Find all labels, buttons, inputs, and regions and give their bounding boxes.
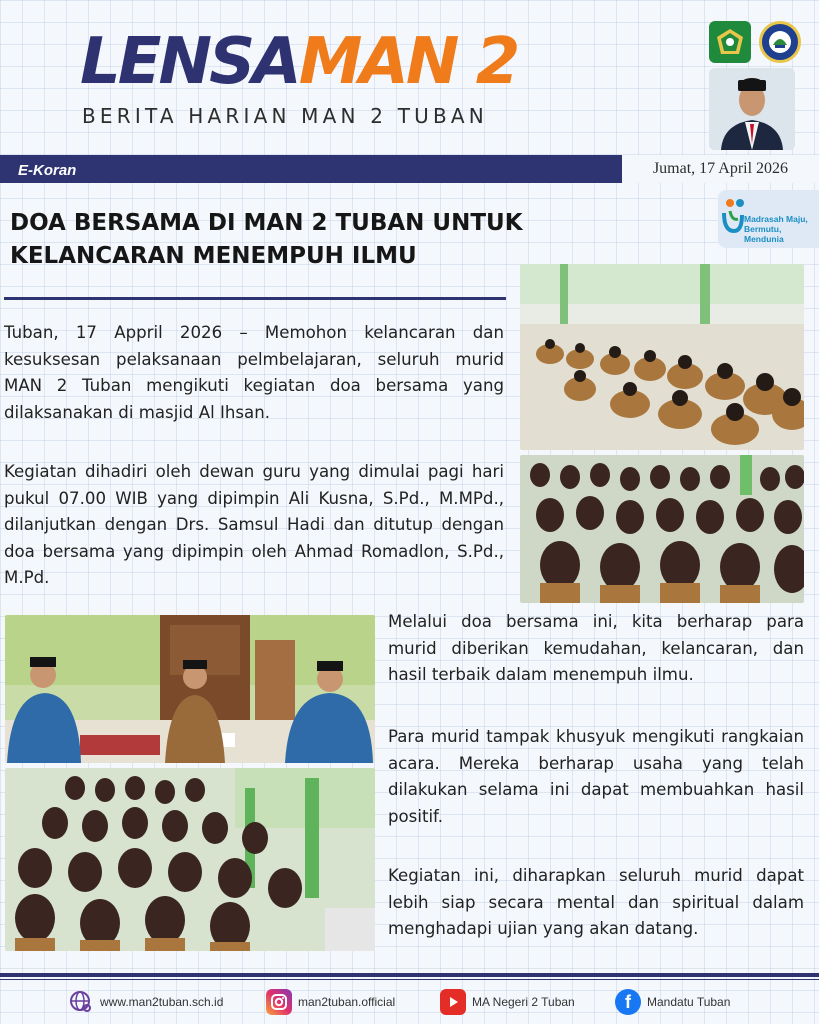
facebook-icon: f bbox=[615, 989, 641, 1015]
tagline: BERITA HARIAN MAN 2 TUBAN bbox=[82, 104, 488, 128]
footer-website-label: www.man2tuban.sch.id bbox=[100, 995, 224, 1009]
title-divider bbox=[4, 297, 506, 300]
article-title-line2: KELANCARAN MENEMPUH ILMU bbox=[10, 243, 417, 269]
edition-label: E-Koran bbox=[18, 162, 77, 179]
footer-website[interactable] bbox=[68, 984, 223, 1020]
photo-girls-hall bbox=[5, 768, 375, 951]
instagram-icon bbox=[266, 989, 292, 1015]
headmaster-portrait bbox=[709, 68, 795, 150]
footer-contacts bbox=[0, 984, 819, 1024]
article-paragraph-5: Kegiatan ini, diharapkan seluruh murid dapat lebih siap secara mental dan spiritual dalam menghadapi ujian yang akan datang. bbox=[388, 866, 804, 938]
motto-text: Madrasah Maju, Bermutu, Mendunia bbox=[744, 214, 808, 244]
logo-lensa: LENSA bbox=[80, 25, 299, 99]
logo-man2: MAN 2 bbox=[298, 25, 518, 99]
footer-instagram-label: man2tuban.official bbox=[298, 995, 396, 1009]
article-title-line1: DOA BERSAMA DI MAN 2 TUBAN UNTUK bbox=[10, 210, 523, 236]
footer-divider bbox=[0, 973, 819, 977]
article-paragraph-3: Melalui doa bersama ini, kita berharap para murid diberikan kemudahan, kelancaran, dan hasil terbaik dalam menempuh ilmu. bbox=[388, 612, 804, 684]
footer-divider-thin bbox=[0, 979, 819, 980]
youtube-icon bbox=[440, 989, 466, 1015]
footer-youtube[interactable] bbox=[440, 984, 575, 1020]
article-title bbox=[10, 207, 540, 273]
motto-logo-icon bbox=[722, 197, 746, 242]
globe-icon bbox=[68, 989, 94, 1015]
photo-boys-praying bbox=[520, 264, 804, 450]
footer-youtube-label: MA Negeri 2 Tuban bbox=[472, 995, 575, 1009]
footer-instagram[interactable] bbox=[266, 984, 395, 1020]
footer-facebook-label: Mandatu Tuban bbox=[647, 995, 731, 1009]
article-paragraph-4: Para murid tampak khusyuk mengikuti rangkaian acara. Mereka berharap usaha yang telah dilakukan selama ini dapat membuahkan hasil positif. bbox=[388, 727, 804, 826]
article-paragraph-1: Tuban, 17 Appril 2026 – Memohon kelancaran dan kesuksesan pelaksanaan pelmbelajaran, seluruh murid MAN 2 Tuban mengikuti kegiatan doa bersama yang dilaksanakan di masjid Al Ihsan. bbox=[4, 323, 504, 422]
issue-date: Jumat, 17 April 2026 bbox=[622, 155, 819, 183]
photo-girls-praying bbox=[520, 455, 804, 603]
kemenag-emblem-icon bbox=[709, 21, 751, 63]
photo-teachers-leading bbox=[5, 615, 375, 763]
tuban-emblem-icon bbox=[759, 21, 801, 63]
article-paragraph-2: Kegiatan dihadiri oleh dewan guru yang dimulai pagi hari pukul 07.00 WIB yang dipimpin Ali Kusna, S.Pd., M.MPd., dilanjutkan dengan Drs. Samsul Hadi dan ditutup dengan doa bersama yang dipimpin oleh Ahmad Romadlon, S.Pd., M.Pd. bbox=[4, 462, 504, 587]
footer-facebook[interactable] bbox=[615, 984, 730, 1020]
masthead-logo bbox=[80, 26, 550, 98]
